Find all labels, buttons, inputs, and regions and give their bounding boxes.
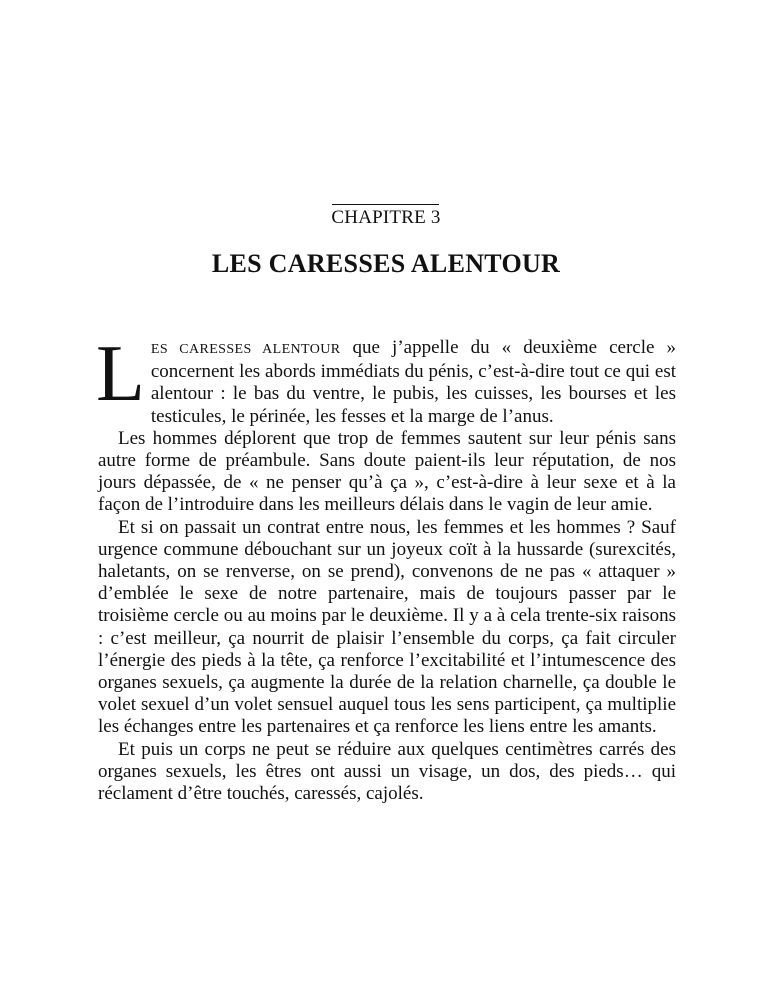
paragraph-1-text: que j’appelle du « deuxième cercle » concernent les abords immédiats du pénis, c’est-à-dire tout ce qui est alentour : le bas du ventre, le pubis, les cuisses, les bourses et les testicules, le périnée, les fesses et la marge de l’anus. bbox=[150, 337, 677, 427]
body-text bbox=[96, 330, 677, 805]
chapter-label: CHAPITRE 3 bbox=[331, 207, 441, 228]
chapter-rule bbox=[332, 204, 439, 205]
paragraph-4: Et puis un corps ne peut se réduire aux quelques centimètres carrés des organes sexuels, les êtres ont aussi un visage, un dos, des pieds… qui réclament d’être touchés, caressés, cajolés. bbox=[98, 738, 676, 805]
paragraph-2: Les hommes déplorent que trop de femmes sautent sur leur pénis sans autre forme de préambule. Sans doute paient-ils leur réputation, de nos jours dépassée, de « ne penser qu’à ça », c’est-à-dire à leur sexe et à la façon de l’introduire dans les meilleurs délais dans le vagin de leur amie. bbox=[98, 427, 676, 516]
opening-small-caps: ES CARESSES ALENTOUR bbox=[150, 342, 341, 357]
chapter-title: LES CARESSES ALENTOUR bbox=[211, 249, 561, 278]
paragraph-3: Et si on passait un contrat entre nous, les femmes et les hommes ? Sauf urgence commune débouchant sur un joyeux coït à la hussarde (surexcités, haletants, on se renverse, on se prend), convenons de ne pas « attaquer » d’emblée le sexe de notre partenaire, mais de toujours passer par le troisième cercle ou au moins par le deuxième. Il y a à cela trente-six raisons : c’est meilleur, ça nourrit de plaisir l’ensemble du corps, ça fait circuler l’énergie des pieds à la tête, ça renforce l’excitabilité et l’intumescence des organes sexuels, ça augmente la durée de la relation charnelle, ça double le volet sexuel d’un volet sensuel auquel tous les sens participent, ça multiplie les échanges entre les partenaires et ça renforce les liens entre les amants. bbox=[98, 516, 676, 738]
paragraph-1 bbox=[96, 330, 677, 428]
drop-cap: L bbox=[96, 330, 145, 418]
